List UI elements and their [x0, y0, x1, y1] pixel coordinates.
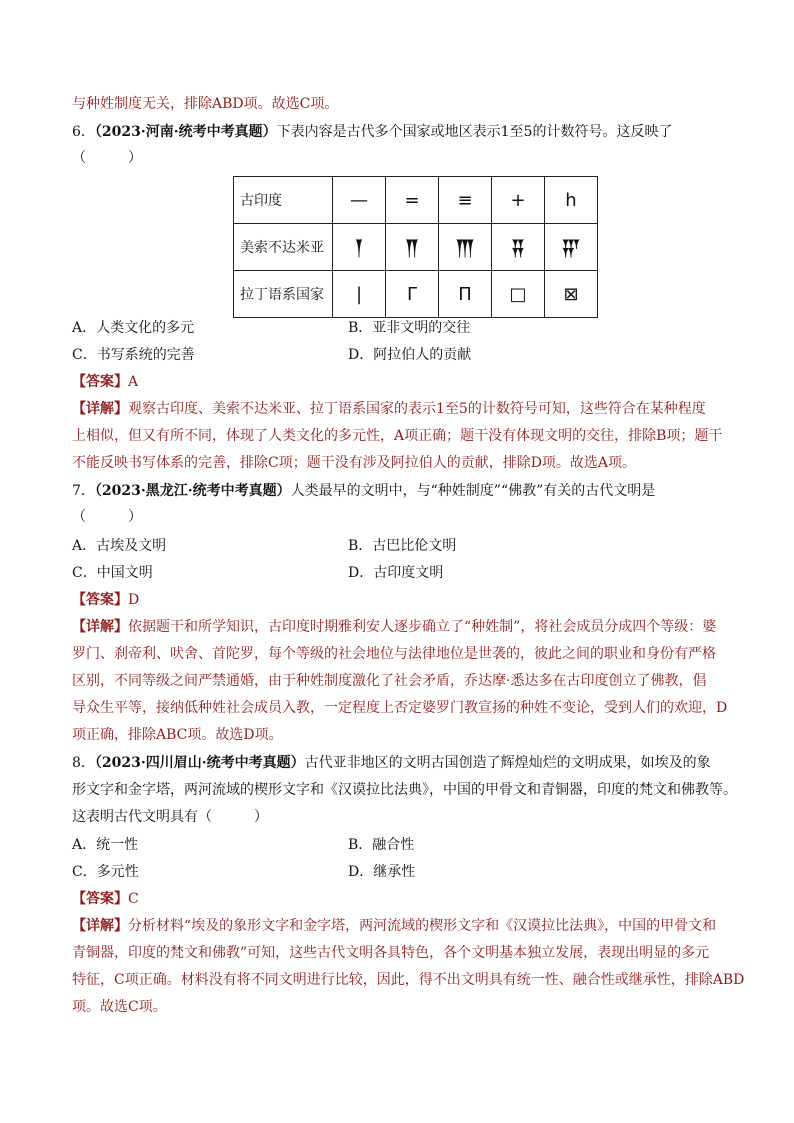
counting-symbols-table: [233, 176, 598, 318]
q7-option-c: C．中国文明: [72, 565, 153, 581]
latin-symbol-4: □: [492, 271, 545, 318]
mesopotamia-symbol-4: 𒐘: [492, 224, 545, 271]
q6-detail-text-1: 观察古印度、美索不达米亚、拉丁语系国家的表示1至5的计数符号可知，这些符合在某种程度: [128, 401, 706, 417]
q6-number: 6．: [72, 124, 95, 140]
q6-blank: （ ）: [72, 150, 142, 166]
q7-detail-line-4: 导众生平等，接纳低种姓社会成员入教，一定程度上否定婆罗门教宣扬的种姓不变论，受到人们的欢迎，D: [72, 700, 728, 716]
q8-stem-line-3: 这表明古代文明具有（ ）: [72, 809, 268, 825]
q8-detail-line-3: 特征，C项正确。材料没有将不同文明进行比较，因此，得不出文明具有统一性、融合性或继承性，排除ABD: [72, 972, 745, 988]
q7-detail-label: 【详解】: [72, 619, 128, 635]
table-row: [234, 177, 598, 224]
row-label-india: 古印度: [234, 177, 333, 224]
q7-detail-text-1: 依据题干和所学知识，古印度时期雅利安人逐步确立了“种姓制”，将社会成员分成四个等级：婆: [128, 619, 717, 635]
q6-detail-label: 【详解】: [72, 401, 128, 417]
mesopotamia-symbol-5: 𒐙: [545, 224, 598, 271]
q8-option-c: C．多元性: [72, 864, 139, 880]
q8-detail-line-1: [72, 916, 716, 936]
india-symbol-3: ≡: [439, 177, 492, 224]
q6-option-c: C．书写系统的完善: [72, 347, 195, 363]
q7-answer: [72, 590, 139, 610]
q8-detail-label: 【详解】: [72, 918, 128, 934]
q6-option-b: B．亚非文明的交往: [348, 320, 471, 336]
q8-number: 8．: [72, 755, 95, 771]
q6-stem: [72, 122, 672, 142]
q7-option-d: D．古印度文明: [348, 565, 444, 581]
q8-detail-line-4: 项。故选C项。: [72, 999, 167, 1015]
q8-detail-line-2: 青铜器，印度的梵文和佛教”可知，这些古代文明各具特色，各个文明基本独立发展，表现出明显的多元: [72, 945, 710, 961]
q7-detail-line-2: 罗门、刹帝利、吠舍、首陀罗，每个等级的社会地位与法律地位是世袭的，彼此之间的职业和身份有严格: [72, 646, 716, 662]
q8-stem-line-1: [72, 753, 711, 773]
latin-symbol-5: ⊠: [545, 271, 598, 318]
q8-stem-line-2: 形文字和金字塔，两河流域的楔形文字和《汉谟拉比法典》，中国的甲骨文和青铜器，印度的梵文和佛教等。: [72, 782, 737, 798]
q8-detail-text-1: 分析材料“埃及的象形文字和金字塔，两河流域的楔形文字和《汉谟拉比法典》，中国的甲骨文和: [128, 918, 717, 934]
q6-source: （2023·河南·统考中考真题）: [94, 124, 277, 140]
q8-answer-value: C: [128, 891, 139, 907]
q7-source: （2023·黑龙江·统考中考真题）: [94, 483, 291, 499]
q6-option-d: D．阿拉伯人的贡献: [348, 347, 472, 363]
india-symbol-5: h: [545, 177, 598, 224]
latin-symbol-2: Γ: [386, 271, 439, 318]
latin-symbol-3: Π: [439, 271, 492, 318]
q7-stem-text: 人类最早的文明中，与“种姓制度”“佛教”有关的古代文明是: [290, 483, 656, 499]
q6-detail-line-2: 上相似，但又有所不同，体现了人类文化的多元性，A项正确；题干没有体现文明的交往，排除B项；题干: [72, 428, 723, 444]
q6-detail-line-1: [72, 399, 706, 419]
q6-answer: [72, 372, 138, 392]
q7-blank: （ ）: [72, 509, 142, 525]
india-symbol-1: —: [333, 177, 386, 224]
q8-answer: [72, 889, 139, 909]
q7-answer-value: D: [128, 592, 140, 608]
q8-option-d: D．继承性: [348, 864, 416, 880]
table-row: [234, 271, 598, 318]
q7-number: 7．: [72, 483, 95, 499]
q8-option-b: B．融合性: [348, 837, 415, 853]
q7-detail-line-3: 区别，不同等级之间严禁通婚，由于种姓制度激化了社会矛盾，乔达摩·悉达多在古印度创立了佛教，倡: [72, 673, 707, 689]
q8-option-a: A．统一性: [72, 837, 139, 853]
q7-detail-line-1: [72, 617, 716, 637]
q5-detail-tail: 与种姓制度无关，排除ABD项。故选C项。: [72, 96, 339, 112]
mesopotamia-symbol-2: 𒐖: [386, 224, 439, 271]
q7-option-b: B．古巴比伦文明: [348, 538, 457, 554]
q6-stem-text: 下表内容是古代多个国家或地区表示1至5的计数符号。这反映了: [276, 124, 673, 140]
q8-source: （2023·四川眉山·统考中考真题）: [94, 755, 305, 771]
mesopotamia-symbol-3: 𒐗: [439, 224, 492, 271]
table-row: [234, 224, 598, 271]
q8-answer-label: 【答案】: [72, 891, 128, 907]
q6-answer-label: 【答案】: [72, 374, 128, 390]
row-label-mesopotamia: 美索不达米亚: [234, 224, 333, 271]
latin-symbol-1: |: [333, 271, 386, 318]
q7-stem: [72, 481, 655, 501]
q6-detail-line-3: 不能反映书写体系的完善，排除C项；题干没有涉及阿拉伯人的贡献，排除D项。故选A项。: [72, 455, 637, 471]
q7-option-a: A．古埃及文明: [72, 538, 167, 554]
q7-answer-label: 【答案】: [72, 592, 128, 608]
q8-stem-text-1: 古代亚非地区的文明古国创造了辉煌灿烂的文明成果，如埃及的象: [304, 755, 711, 771]
q6-answer-value: A: [128, 374, 139, 390]
mesopotamia-symbol-1: 𒐕: [333, 224, 386, 271]
india-symbol-4: +: [492, 177, 545, 224]
q6-option-a: A．人类文化的多元: [72, 320, 195, 336]
india-symbol-2: =: [386, 177, 439, 224]
q7-detail-line-5: 项正确，排除ABC项。故选D项。: [72, 727, 283, 743]
row-label-latin: 拉丁语系国家: [234, 271, 333, 318]
